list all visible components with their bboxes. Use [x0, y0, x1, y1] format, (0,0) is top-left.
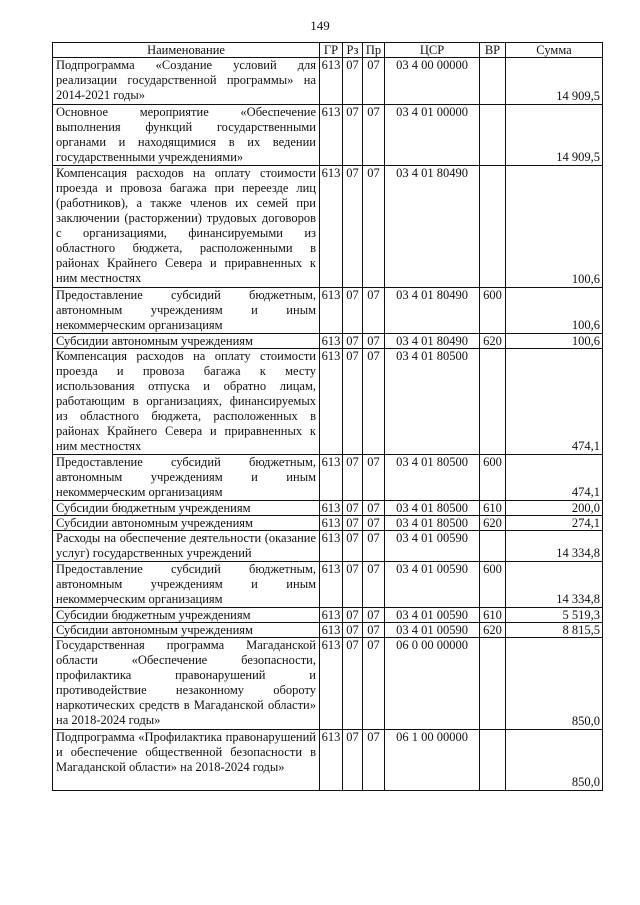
- row-csr: 03 4 01 80500: [385, 501, 480, 516]
- row-gr: 613: [320, 638, 343, 730]
- row-gr: 613: [320, 562, 343, 608]
- row-rz: 07: [343, 501, 363, 516]
- row-csr: 03 4 00 00000: [385, 58, 480, 105]
- row-rz: 07: [343, 608, 363, 623]
- header-name: Наименование: [53, 43, 320, 58]
- row-vr: [480, 531, 506, 562]
- row-sum: 850,0: [506, 638, 603, 730]
- row-name: Подпрограмма «Профилактика правонарушений и обеспечение общественной безопасности в Магаданской области» на 2018-2024 годы»: [53, 730, 320, 791]
- row-pr: 07: [363, 531, 385, 562]
- table-row: [53, 608, 603, 623]
- row-rz: 07: [343, 58, 363, 105]
- row-gr: 613: [320, 531, 343, 562]
- row-name: Субсидии автономным учреждениям: [53, 334, 320, 349]
- row-gr: 613: [320, 349, 343, 455]
- row-gr: 613: [320, 501, 343, 516]
- row-vr: [480, 166, 506, 288]
- row-name: Предоставление субсидий бюджетным, автономным учреждениям и иным некоммерческим организациям: [53, 455, 320, 501]
- row-pr: 07: [363, 105, 385, 166]
- row-sum: 100,6: [506, 166, 603, 288]
- row-sum: 274,1: [506, 516, 603, 531]
- row-gr: 613: [320, 58, 343, 105]
- row-vr: 600: [480, 288, 506, 334]
- row-csr: 03 4 01 00590: [385, 608, 480, 623]
- row-pr: 07: [363, 623, 385, 638]
- row-csr: 03 4 01 00000: [385, 105, 480, 166]
- header-gr: ГР: [320, 43, 343, 58]
- row-vr: 600: [480, 562, 506, 608]
- row-rz: 07: [343, 531, 363, 562]
- header-csr: ЦСР: [385, 43, 480, 58]
- row-gr: 613: [320, 455, 343, 501]
- row-name: Предоставление субсидий бюджетным, автономным учреждениям и иным некоммерческим организациям: [53, 562, 320, 608]
- row-csr: 03 4 01 80490: [385, 288, 480, 334]
- row-vr: [480, 349, 506, 455]
- row-rz: 07: [343, 166, 363, 288]
- row-rz: 07: [343, 349, 363, 455]
- row-vr: [480, 638, 506, 730]
- row-sum: 5 519,3: [506, 608, 603, 623]
- row-vr: 610: [480, 501, 506, 516]
- row-rz: 07: [343, 623, 363, 638]
- row-vr: [480, 730, 506, 791]
- row-csr: 03 4 01 80490: [385, 334, 480, 349]
- row-csr: 06 1 00 00000: [385, 730, 480, 791]
- row-vr: [480, 105, 506, 166]
- row-rz: 07: [343, 562, 363, 608]
- row-rz: 07: [343, 288, 363, 334]
- row-csr: 03 4 01 80500: [385, 455, 480, 501]
- row-csr: 03 4 01 00590: [385, 562, 480, 608]
- header-rz: Рз: [343, 43, 363, 58]
- header-sum: Сумма: [506, 43, 603, 58]
- row-gr: 613: [320, 730, 343, 791]
- row-gr: 613: [320, 623, 343, 638]
- table-row: [53, 166, 603, 288]
- row-pr: 07: [363, 730, 385, 791]
- row-gr: 613: [320, 608, 343, 623]
- row-rz: 07: [343, 516, 363, 531]
- page-number: 149: [310, 18, 330, 33]
- row-sum: 474,1: [506, 455, 603, 501]
- table-row: [53, 105, 603, 166]
- row-csr: 03 4 01 80490: [385, 166, 480, 288]
- row-csr: 03 4 01 80500: [385, 516, 480, 531]
- row-gr: 613: [320, 166, 343, 288]
- table-row: [53, 455, 603, 501]
- row-csr: 03 4 01 00590: [385, 623, 480, 638]
- row-vr: 600: [480, 455, 506, 501]
- row-pr: 07: [363, 58, 385, 105]
- table-row: [53, 334, 603, 349]
- row-rz: 07: [343, 638, 363, 730]
- table-row: [53, 562, 603, 608]
- row-sum: 14 334,8: [506, 531, 603, 562]
- row-sum: 14 909,5: [506, 105, 603, 166]
- row-sum: 200,0: [506, 501, 603, 516]
- table-row: [53, 730, 603, 791]
- row-gr: 613: [320, 516, 343, 531]
- row-pr: 07: [363, 349, 385, 455]
- table-header-row: [53, 43, 603, 58]
- table-row: [53, 349, 603, 455]
- row-name: Компенсация расходов на оплату стоимости проезда и провоза багажа при переезде лиц (работников), а также членов их семей при заключении (расторжении) трудовых договоров с организациями, финансируемыми из областного бюджета, расположенными в районах Крайнего Севера и приравненных к ним местностях: [53, 166, 320, 288]
- row-sum: 14 334,8: [506, 562, 603, 608]
- header-pr: Пр: [363, 43, 385, 58]
- row-rz: 07: [343, 334, 363, 349]
- row-csr: 06 0 00 00000: [385, 638, 480, 730]
- row-pr: 07: [363, 334, 385, 349]
- row-name: Субсидии бюджетным учреждениям: [53, 608, 320, 623]
- row-vr: [480, 58, 506, 105]
- row-pr: 07: [363, 562, 385, 608]
- row-name: Субсидии автономным учреждениям: [53, 623, 320, 638]
- row-pr: 07: [363, 638, 385, 730]
- row-pr: 07: [363, 516, 385, 531]
- row-name: Расходы на обеспечение деятельности (оказание услуг) государственных учреждений: [53, 531, 320, 562]
- row-pr: 07: [363, 288, 385, 334]
- row-gr: 613: [320, 288, 343, 334]
- row-sum: 850,0: [506, 730, 603, 791]
- row-rz: 07: [343, 105, 363, 166]
- row-name: Компенсация расходов на оплату стоимости проезда и провоза багажа к месту использования отпуска и обратно лицам, работающим в организациях, финансируемых из областного бюджета, расположенных в районах Крайнего Севера и приравненных к ним местностях: [53, 349, 320, 455]
- row-name: Субсидии бюджетным учреждениям: [53, 501, 320, 516]
- header-vr: ВР: [480, 43, 506, 58]
- row-sum: 8 815,5: [506, 623, 603, 638]
- row-sum: 100,6: [506, 334, 603, 349]
- row-rz: 07: [343, 730, 363, 791]
- row-sum: 14 909,5: [506, 58, 603, 105]
- budget-table: [52, 42, 603, 791]
- row-name: Государственная программа Магаданской области «Обеспечение безопасности, профилактика правонарушений и противодействие незаконному обороту наркотических средств в Магаданской области» на 2018-2024 годы»: [53, 638, 320, 730]
- row-name: Подпрограмма «Создание условий для реализации государственной программы» на 2014-2021 годы»: [53, 58, 320, 105]
- table-row: [53, 501, 603, 516]
- row-csr: 03 4 01 80500: [385, 349, 480, 455]
- row-rz: 07: [343, 455, 363, 501]
- row-pr: 07: [363, 166, 385, 288]
- table-row: [53, 638, 603, 730]
- row-name: Субсидии автономным учреждениям: [53, 516, 320, 531]
- row-vr: 620: [480, 334, 506, 349]
- row-vr: 610: [480, 608, 506, 623]
- row-sum: 100,6: [506, 288, 603, 334]
- row-name: Предоставление субсидий бюджетным, автономным учреждениям и иным некоммерческим организациям: [53, 288, 320, 334]
- row-pr: 07: [363, 501, 385, 516]
- table-row: [53, 58, 603, 105]
- table-row: [53, 516, 603, 531]
- row-gr: 613: [320, 105, 343, 166]
- row-gr: 613: [320, 334, 343, 349]
- table-row: [53, 531, 603, 562]
- row-pr: 07: [363, 455, 385, 501]
- row-sum: 474,1: [506, 349, 603, 455]
- table-row: [53, 288, 603, 334]
- row-pr: 07: [363, 608, 385, 623]
- row-name: Основное мероприятие «Обеспечение выполнения функций государственными органами и находящимися в их ведении государственными учреждениями»: [53, 105, 320, 166]
- row-vr: 620: [480, 623, 506, 638]
- table-row: [53, 623, 603, 638]
- row-vr: 620: [480, 516, 506, 531]
- row-csr: 03 4 01 00590: [385, 531, 480, 562]
